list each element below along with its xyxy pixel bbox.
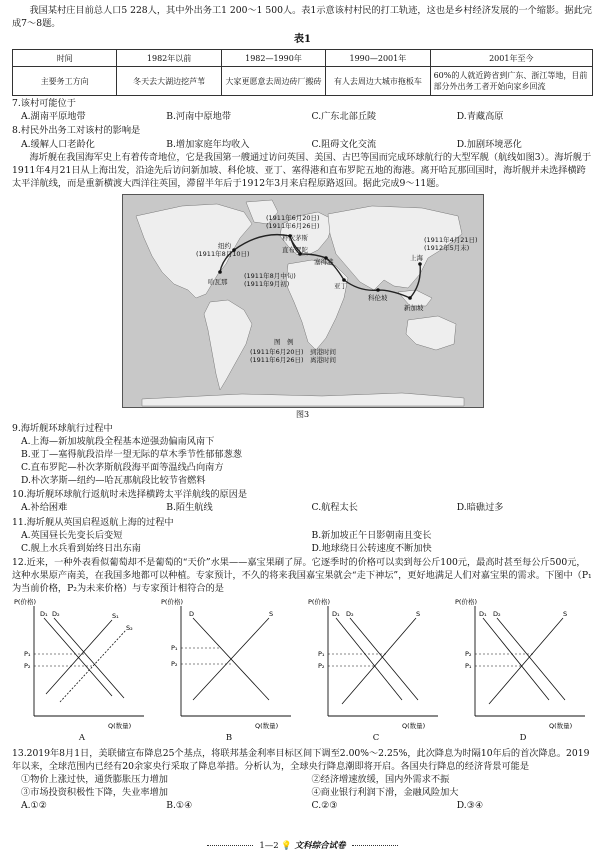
option-a[interactable]: A.上海—新加坡航段全程基本逆强劲偏南风南下 [21,436,215,448]
supply-line [342,618,416,704]
question-stem: 9.海圻舰环球航行过程中 [12,423,113,435]
option-a[interactable]: A.英国昼长先变长后变短 [21,529,123,541]
city-label: 直布罗陀 [281,245,308,254]
date-label: (1911年4月21日) [423,235,478,244]
supply-demand-graphs [12,596,593,746]
date-label: (1911年9月初) [243,279,289,288]
question-stem: 7.该村可能位于 [12,98,76,110]
line-label: D₂ [493,609,501,618]
option-b[interactable]: B.亚丁—塞得航段沿岸一望无际的草木季节性郁郁葱葱 [21,449,242,461]
table-header-row [13,50,593,67]
world-route-map [122,194,484,408]
p1-label: P₁ [171,643,178,652]
legend-date: (1911年6月26日) [249,355,304,364]
date-label: (1911年8月中旬) [243,271,296,280]
date-label: (1911年6月26日) [265,221,320,230]
footer-divider [352,845,398,846]
graph-c[interactable] [306,596,446,746]
city-label: 朴次茅斯 [281,233,308,242]
table-row-label: 主要务工方向 [13,67,117,96]
option-d[interactable]: D.③④ [456,800,484,812]
intro-passage: 我国某村庄目前总人口5 228人，其中外出务工1 200～1 500人。表1示意该村村民的打工轨迹，这也是乡村经济发展的一个缩影。据此完成7～8题。 [12,5,592,30]
table-header-cell: 2001年至今 [430,50,592,67]
option-d[interactable]: D.地球绕日公转速度不断加快 [311,542,432,554]
option-c[interactable]: C.直布罗陀—朴次茅斯航段海平面等温线凸向南方 [21,462,224,474]
y-axis-label: P(价格) [161,597,183,606]
city-label: 上海 [409,253,423,262]
option-d[interactable]: D.加剧环境恶化 [456,138,522,150]
port-marker [408,296,412,300]
map-svg [122,194,484,408]
x-axis-label: Q(数量) [108,721,132,730]
statement-item: ①物价上涨过快，通货膨胀压力增加 [21,774,168,786]
option-d[interactable]: D.暗礁过多 [456,502,504,514]
p1-label: P₁ [24,649,31,658]
bulb-icon: 💡 [281,841,292,851]
y-axis-label: P(价格) [14,597,36,606]
footer-divider [207,845,253,846]
graph-label: A [78,732,86,743]
question-stem: 10.海圻舰环球航行返航时未选择横跨太平洋航线的原因是 [12,489,248,501]
question-stem: 8.村民外出务工对该村的影响是 [12,125,141,137]
question-8 [12,124,593,150]
option-d[interactable]: D.青藏高原 [456,111,504,123]
city-label: 科伦坡 [367,293,387,302]
city-label: 纽约 [217,241,231,250]
statement-item: ④商业银行利润下滑，金融风险加大 [311,787,459,799]
p2-label: P₂ [171,659,178,668]
line-label: D₁ [479,609,487,618]
option-c[interactable]: C.舰上水兵看到始终日出东南 [21,542,141,554]
city-label: 哈瓦那 [207,277,227,286]
map-caption: 图3 [295,409,310,419]
page-number: 1—2 [259,841,279,851]
date-label: (1912年5月末) [423,243,469,252]
passage-2: 海圻舰在我国海军史上有着传奇地位，它是我国第一艘通过访问英国、美国、古巴等国而完成环球航行的大型军舰（航线如图3）。海圻舰于1911年4月21日从上海出发，沿途先后访问新加坡、科伦坡、亚丁、塞得港和直布罗陀五地的海港。离开哈瓦那回国时，海圻舰并未选择横跨太平洋航线，而是重新横渡大西洋往英国，滞留半年后于1912年3月来启程原路返回。据此完成9～11题。 [12,151,592,189]
demand-line [336,618,402,700]
option-b[interactable]: B.增加家庭年均收入 [166,138,250,150]
legend-label: 到港时间 [309,347,336,356]
demand-line [350,618,418,700]
table-cell: 60%的人就近跨省到广东、浙江等地，目前部分外出务工者开始向家乡回流 [430,67,592,96]
table-row [13,67,593,96]
option-c[interactable]: C.广东北部丘陵 [311,111,377,123]
option-a[interactable]: A.湖南平原地带 [21,111,86,123]
table-header-cell: 时间 [13,50,117,67]
footer-title: 文科综合试卷 [294,841,346,851]
option-d[interactable]: D.朴次茅斯—纽约—哈瓦那航段比较节省燃料 [21,475,206,487]
graph-label: B [225,732,233,743]
legend-title: 图 例 [273,337,293,346]
table-header-cell: 1982年以前 [117,50,221,67]
question-stem: 13.2019年8月1日，美联储宣布降息25个基点，将联邦基金利率目标区间下调至2.00%～2.25%，此次降息为时隔10年后的首次降息。2019年以来，全球范围内已经有20余家央行采取了降息举措。分析认为，全球央行降息潮即将开启。各国央行降息的经济背景可能是 [12,747,590,772]
table-cell: 冬天去大湖边挖芦苇 [117,67,221,96]
p1-label: P₂ [465,649,472,658]
city-label: 塞得港 [313,257,333,266]
p2-label: P₂ [318,661,325,670]
x-axis-label: Q(数量) [549,721,573,730]
graph-d[interactable] [453,596,593,746]
city-label: 新加坡 [403,303,423,312]
demand-line [483,618,549,700]
question-stem: 11.海圻舰从英国启程返航上海的过程中 [12,516,174,528]
line-label: S₂ [126,623,133,632]
table-header-cell: 1982—1990年 [221,50,325,67]
table1-title: 表1 [294,34,311,46]
option-b[interactable]: B.陌生航线 [166,502,213,514]
line-label: D₁ [40,609,48,618]
p2-label: P₁ [465,661,472,670]
question-13 [12,747,593,812]
table-header-cell: 1990—2001年 [326,50,430,67]
supply-line [489,618,563,704]
line-label: S [269,609,274,618]
graph-label: C [372,732,380,743]
option-a[interactable]: A.补给困难 [21,502,68,514]
option-a[interactable]: A.①② [21,800,48,812]
port-marker [376,288,380,292]
statement-item: ②经济增速放缓，国内外需求不振 [311,774,450,786]
y-axis-label: P(价格) [455,597,477,606]
line-label: D₁ [332,609,340,618]
date-label: (1911年8月10日) [195,249,250,258]
page-footer [0,840,605,852]
question-11 [12,516,593,555]
line-label: S [563,609,568,618]
p2-label: P₂ [24,661,31,670]
y-axis-label: P(价格) [308,597,330,606]
port-marker [418,262,422,266]
question-stem: 12.近来，一种外表看似葡萄却不是葡萄的“天价”水果——嘉宝果刷了屏。它逐季时的价格可以卖到每公斤100元，最高时甚至每公斤500元，这种水果原产南美，在我国多地都可以种植。专家预计，不久的将来我国嘉宝果就会“走下神坛”，更好地满足人们对嘉宝果的需求。下图中（P₁为当前价格，P₂为未来价格）与专家预计相符合的是 [12,556,592,594]
question-7 [12,97,593,123]
option-b[interactable]: B.河南中原地带 [166,111,232,123]
p1-label: P₁ [318,649,325,658]
graph-b[interactable] [159,596,299,746]
port-marker [218,270,222,274]
line-label: S₁ [112,611,119,620]
legend-date: (1911年6月20日) [249,347,304,356]
line-label: D₂ [346,609,354,618]
line-label: D₂ [52,609,60,618]
demand-line [497,618,565,700]
option-c[interactable]: C.阻碍文化交流 [311,138,377,150]
demand-line [54,618,124,698]
graph-label: D [519,732,527,743]
option-b[interactable]: B.新加坡正午日影朝南且变长 [311,529,432,541]
option-a[interactable]: A.缓解人口老龄化 [21,138,95,150]
city-label: 亚丁 [333,281,347,290]
option-c[interactable]: C.②③ [311,800,338,812]
graph-a[interactable] [12,596,152,746]
line-label: D [189,609,195,618]
question-12 [12,556,593,746]
question-9 [12,422,593,487]
x-axis-label: Q(数量) [255,721,279,730]
table-cell: 有人去周边大城市拖板车 [326,67,430,96]
statement-item: ③市场投资积极性下降，失业率增加 [21,787,168,799]
option-c[interactable]: C.航程太长 [311,502,358,514]
line-label: S [416,609,421,618]
question-10 [12,488,593,514]
option-b[interactable]: B.①④ [166,800,193,812]
date-label: (1911年6月20日) [265,213,320,222]
legend-label: 离港时间 [309,355,336,364]
table-cell: 大家更愿意去周边砖厂搬砖 [221,67,325,96]
table1 [12,49,593,96]
x-axis-label: Q(数量) [402,721,426,730]
